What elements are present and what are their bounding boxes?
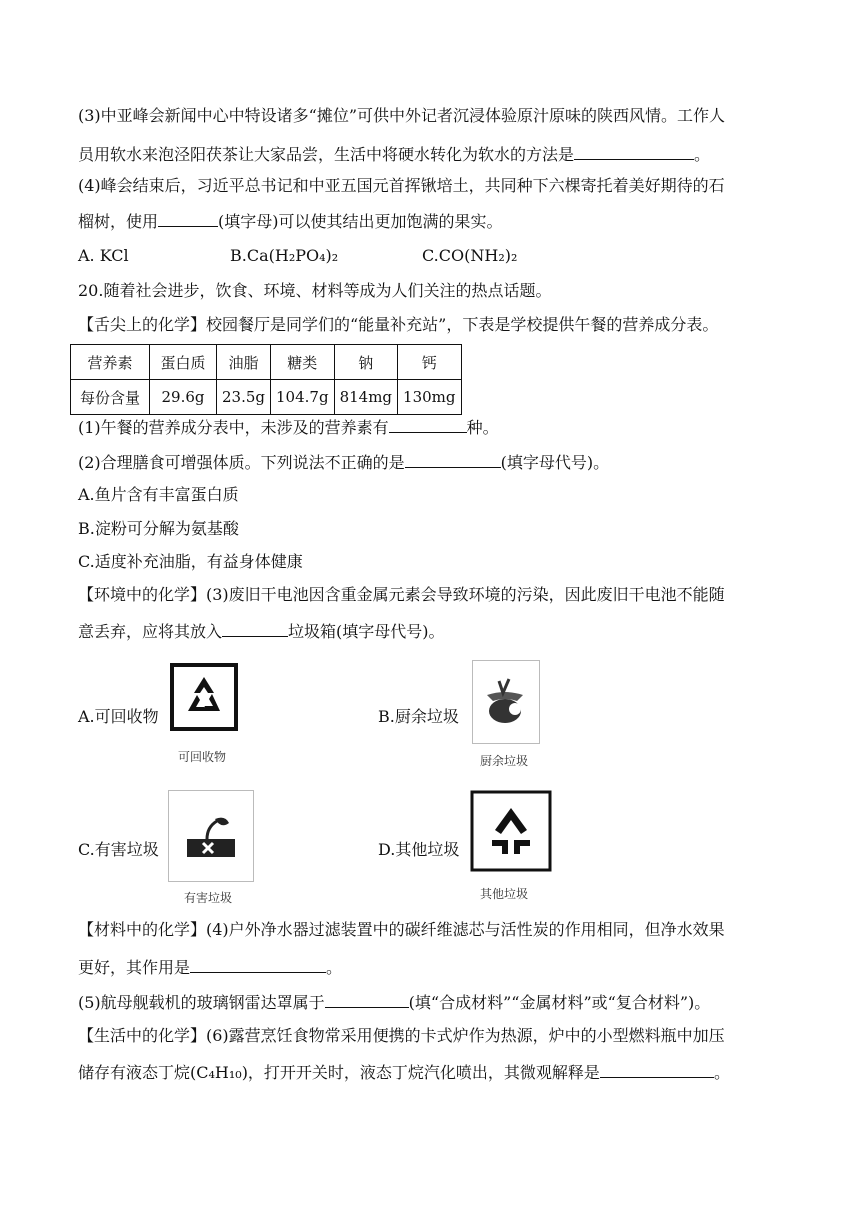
answer-blank[interactable] [222, 620, 288, 637]
table-header: 糖类 [271, 345, 335, 380]
table-header: 营养素 [71, 345, 150, 380]
q20-2 [78, 451, 609, 473]
q20-3-text: 意丢弃，应将其放入 [78, 622, 223, 641]
q20-1 [78, 416, 499, 438]
answer-blank[interactable] [600, 1061, 714, 1078]
q19-4-line1: (4)峰会结束后，习近平总书记和中亚五国元首挥锹培土，共同种下六棵寄托着美好期待的石 [78, 176, 725, 195]
q20-5-text: (5)航母舰载机的玻璃钢雷达罩属于 [78, 993, 325, 1012]
option-c [422, 246, 517, 265]
q20-2-end: (填字母代号)。 [500, 453, 610, 472]
section-life-line1: 【生活中的化学】(6)露营烹饪食物常采用便携的卡式炉作为热源，炉中的小型燃料瓶中加压 [78, 1026, 725, 1045]
option-a: A. KCl [78, 246, 129, 265]
q19-4-line2 [78, 210, 503, 232]
q20-4-end: 。 [326, 958, 343, 977]
formula-butane: C₄H₁₀ [196, 1063, 242, 1082]
answer-blank[interactable] [158, 210, 218, 227]
q19-3-line2 [78, 143, 710, 165]
table-header: 油脂 [217, 345, 271, 380]
option-b [230, 246, 338, 265]
q20-2-option-b: B.淀粉可分解为氨基酸 [78, 519, 239, 538]
answer-blank[interactable] [190, 956, 326, 973]
table-header: 蛋白质 [150, 345, 217, 380]
q20-6-text-2: )，打开开关时，液态丁烷汽化喷出，其微观解释是 [241, 1063, 600, 1082]
q19-4-end: (填字母)可以使其结出更加饱满的果实。 [218, 212, 503, 231]
section-tongue: 【舌尖上的化学】校园餐厅是同学们的“能量补充站”，下表是学校提供午餐的营养成分表。 [78, 315, 719, 334]
q20-6-end: 。 [713, 1063, 730, 1082]
table-row [71, 380, 462, 415]
table-cell: 104.7g [271, 380, 335, 415]
q20-1-end: 种。 [466, 418, 499, 437]
q19-3-text: 员用软水来泡泾阳茯茶让大家品尝，生活中将硬水转化为软水的方法是 [78, 145, 575, 164]
nutrition-table [70, 344, 462, 415]
table-cell: 130mg [398, 380, 461, 415]
answer-blank[interactable] [325, 991, 409, 1008]
table-header: 钠 [334, 345, 397, 380]
answer-blank[interactable] [574, 143, 694, 160]
q19-4-text: 榴树，使用 [78, 212, 159, 231]
section-environment-line2 [78, 620, 445, 642]
answer-blank[interactable] [405, 451, 501, 468]
formula-urea: CO(NH₂)₂ [438, 246, 518, 265]
q20-2-option-c: C.适度补充油脂，有益身体健康 [78, 552, 303, 571]
table-cell: 29.6g [150, 380, 217, 415]
food-waste-icon [472, 660, 540, 744]
bin-c-caption: 有害垃圾 [184, 891, 233, 905]
q20-4-text: 更好，其作用是 [78, 958, 191, 977]
q20-5-end: (填“合成材料”“金属材料”或“复合材料”)。 [408, 993, 711, 1012]
q20-2-option-a: A.鱼片含有丰富蛋白质 [78, 485, 239, 504]
bin-option-a: A.可回收物 [78, 707, 159, 726]
q20-1-text: (1)午餐的营养成分表中，未涉及的营养素有 [78, 418, 389, 437]
bin-a-caption: 可回收物 [178, 750, 227, 764]
q20-5 [78, 991, 710, 1013]
q20-2-text: (2)合理膳食可增强体质。下列说法不正确的是 [78, 453, 405, 472]
table-cell: 每份含量 [71, 380, 150, 415]
q20-3-end: 垃圾箱(填字母代号)。 [288, 622, 445, 641]
bin-option-d: D.其他垃圾 [378, 840, 460, 859]
bin-b-caption: 厨余垃圾 [480, 754, 529, 768]
q19-3-end: 。 [694, 145, 711, 164]
table-header: 钙 [398, 345, 461, 380]
hazardous-waste-icon [168, 790, 254, 882]
bin-option-c: C.有害垃圾 [78, 840, 159, 859]
q19-3-line1: (3)中亚峰会新闻中心中特设诸多“摊位”可供中外记者沉浸体验原汁原味的陕西风情。工作人 [78, 106, 726, 125]
option-c-letter: C. [422, 246, 439, 265]
section-materials-line2 [78, 956, 342, 978]
section-life-line2 [78, 1061, 730, 1083]
option-b-letter: B. [230, 246, 247, 265]
table-header-row [71, 345, 462, 380]
bin-d-caption: 其他垃圾 [480, 887, 529, 901]
q20-intro: 20.随着社会进步，饮食、环境、材料等成为人们关注的热点话题。 [78, 281, 552, 300]
answer-blank[interactable] [389, 416, 467, 433]
other-waste-icon [470, 790, 552, 880]
section-environment-line1: 【环境中的化学】(3)废旧干电池因含重金属元素会导致环境的污染，因此废旧干电池不能随 [78, 585, 725, 604]
section-materials-line1: 【材料中的化学】(4)户外净水器过滤装置中的碳纤维滤芯与活性炭的作用相同，但净水效果 [78, 920, 725, 939]
formula-ca-h2po4-2: Ca(H₂PO₄)₂ [246, 246, 339, 265]
bin-option-b: B.厨余垃圾 [378, 707, 459, 726]
recycle-icon [170, 663, 238, 735]
table-cell: 814mg [334, 380, 397, 415]
table-cell: 23.5g [217, 380, 271, 415]
q20-6-text: 储存有液态丁烷( [78, 1063, 197, 1082]
